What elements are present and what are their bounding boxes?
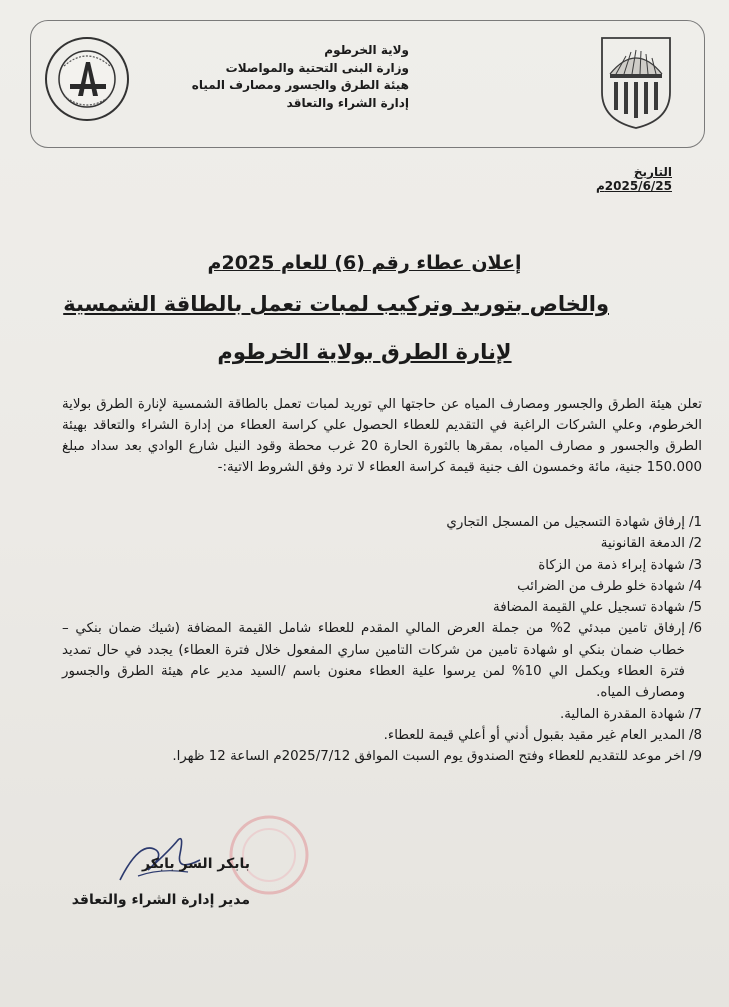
condition-item <box>62 725 702 746</box>
tender-intro-paragraph <box>62 394 702 478</box>
condition-text: المدير العام غير مقيد بقبول أدني أو أعلي قيمة للعطاء. <box>383 727 685 743</box>
condition-item <box>62 512 702 533</box>
signatory-title: مدير إدارة الشراء والتعاقد <box>71 892 250 908</box>
condition-text: اخر موعد للتقديم للعطاء وفتح الصندوق يوم السبت الموافق 2025/7/12م الساعة 12 ظهرا. <box>172 749 685 765</box>
condition-number: 4/ <box>688 578 702 594</box>
condition-number: 2/ <box>688 536 702 552</box>
condition-text: إرفاق شهادة التسجيل من المسجل التجاري <box>446 515 685 530</box>
org-line-department: إدارة الشراء والتعاقد <box>286 95 409 110</box>
condition-number: 5/ <box>688 600 702 616</box>
condition-text: شهادة تسجيل علي القيمة المضافة <box>493 600 685 616</box>
condition-item <box>62 746 702 767</box>
condition-text: شهادة المقدرة المالية. <box>559 706 685 722</box>
condition-number: 7/ <box>688 706 702 722</box>
org-line-authority: هيئة الطرق والجسور ومصارف المياه <box>191 78 409 92</box>
condition-number: 1/ <box>688 515 702 530</box>
tender-title-line-3: لإنارة الطرق بولاية الخرطوم <box>217 340 512 364</box>
condition-number: 6/ <box>688 621 702 637</box>
tender-title-line-1: إعلان عطاء رقم (6) للعام 2025م <box>207 252 522 274</box>
condition-text: إرفاق تامين مبدئي 2% من جملة العرض المالي المقدم للعطاء شامل القيمة المضافة (شيك ضمان بنكي – خطاب ضمان بنكي او شهادة تامين من شركات التامين ساري المفعول خلال فترة العطاء) يجدد في حال تمديد فترة العطاء ويكمل الي 10% لمن يرسوا علية العطاء معنون باسم /السيد مدير عام هيئة الطرق والجسور ومصارف المياه. <box>62 621 685 701</box>
roads-bridges-authority-logo <box>44 36 130 122</box>
condition-item <box>62 704 702 725</box>
condition-number: 8/ <box>688 727 702 743</box>
condition-item <box>62 618 702 703</box>
org-line-ministry: وزارة البنى التحتية والمواصلات <box>225 60 409 75</box>
condition-item <box>62 533 702 554</box>
faint-red-stamp <box>226 812 312 898</box>
condition-item <box>62 597 702 618</box>
khartoum-state-emblem <box>596 34 676 130</box>
document-date: التاريخ 2025/6/25م <box>595 165 672 193</box>
signatory-name: بابكر السر بابكر <box>141 856 250 872</box>
condition-text: شهادة إبراء ذمة من الزكاة <box>538 557 685 573</box>
condition-text: شهادة خلو طرف من الضرائب <box>517 578 685 594</box>
condition-text: الدمغة القانونية <box>600 536 685 552</box>
organization-name-block <box>149 42 409 112</box>
condition-number: 9/ <box>688 749 702 765</box>
tender-title-line-2: والخاص بتوريد وتركيب لمبات تعمل بالطاقة الشمسية <box>63 292 609 316</box>
condition-item <box>62 576 702 597</box>
condition-number: 3/ <box>688 557 702 573</box>
condition-item <box>62 555 702 576</box>
tender-conditions-list <box>62 512 702 768</box>
org-line-state: ولاية الخرطوم <box>324 43 409 57</box>
intro-text: تعلن هيئة الطرق والجسور ومصارف المياه عن حاجتها الي توريد لمبات تعمل بالطاقة الشمسية لإنارة الطرق بولاية الخرطوم، وعلي الشركات الراغبة في التقديم للعطاء الحصول علي كراسة العطاء من إدارة الشراء والتعاقد بهيئة الطرق والجسور و مصارف المياه، بمقرها بالثورة الحارة 20 غرب محطة وقود النيل شارع الوادي بعد سداد مبلغ 150.000 جنية، مائة وخمسون الف جنية قيمة كراسة العطاء لا ترد وفق الشروط الاتية:- <box>62 397 702 475</box>
